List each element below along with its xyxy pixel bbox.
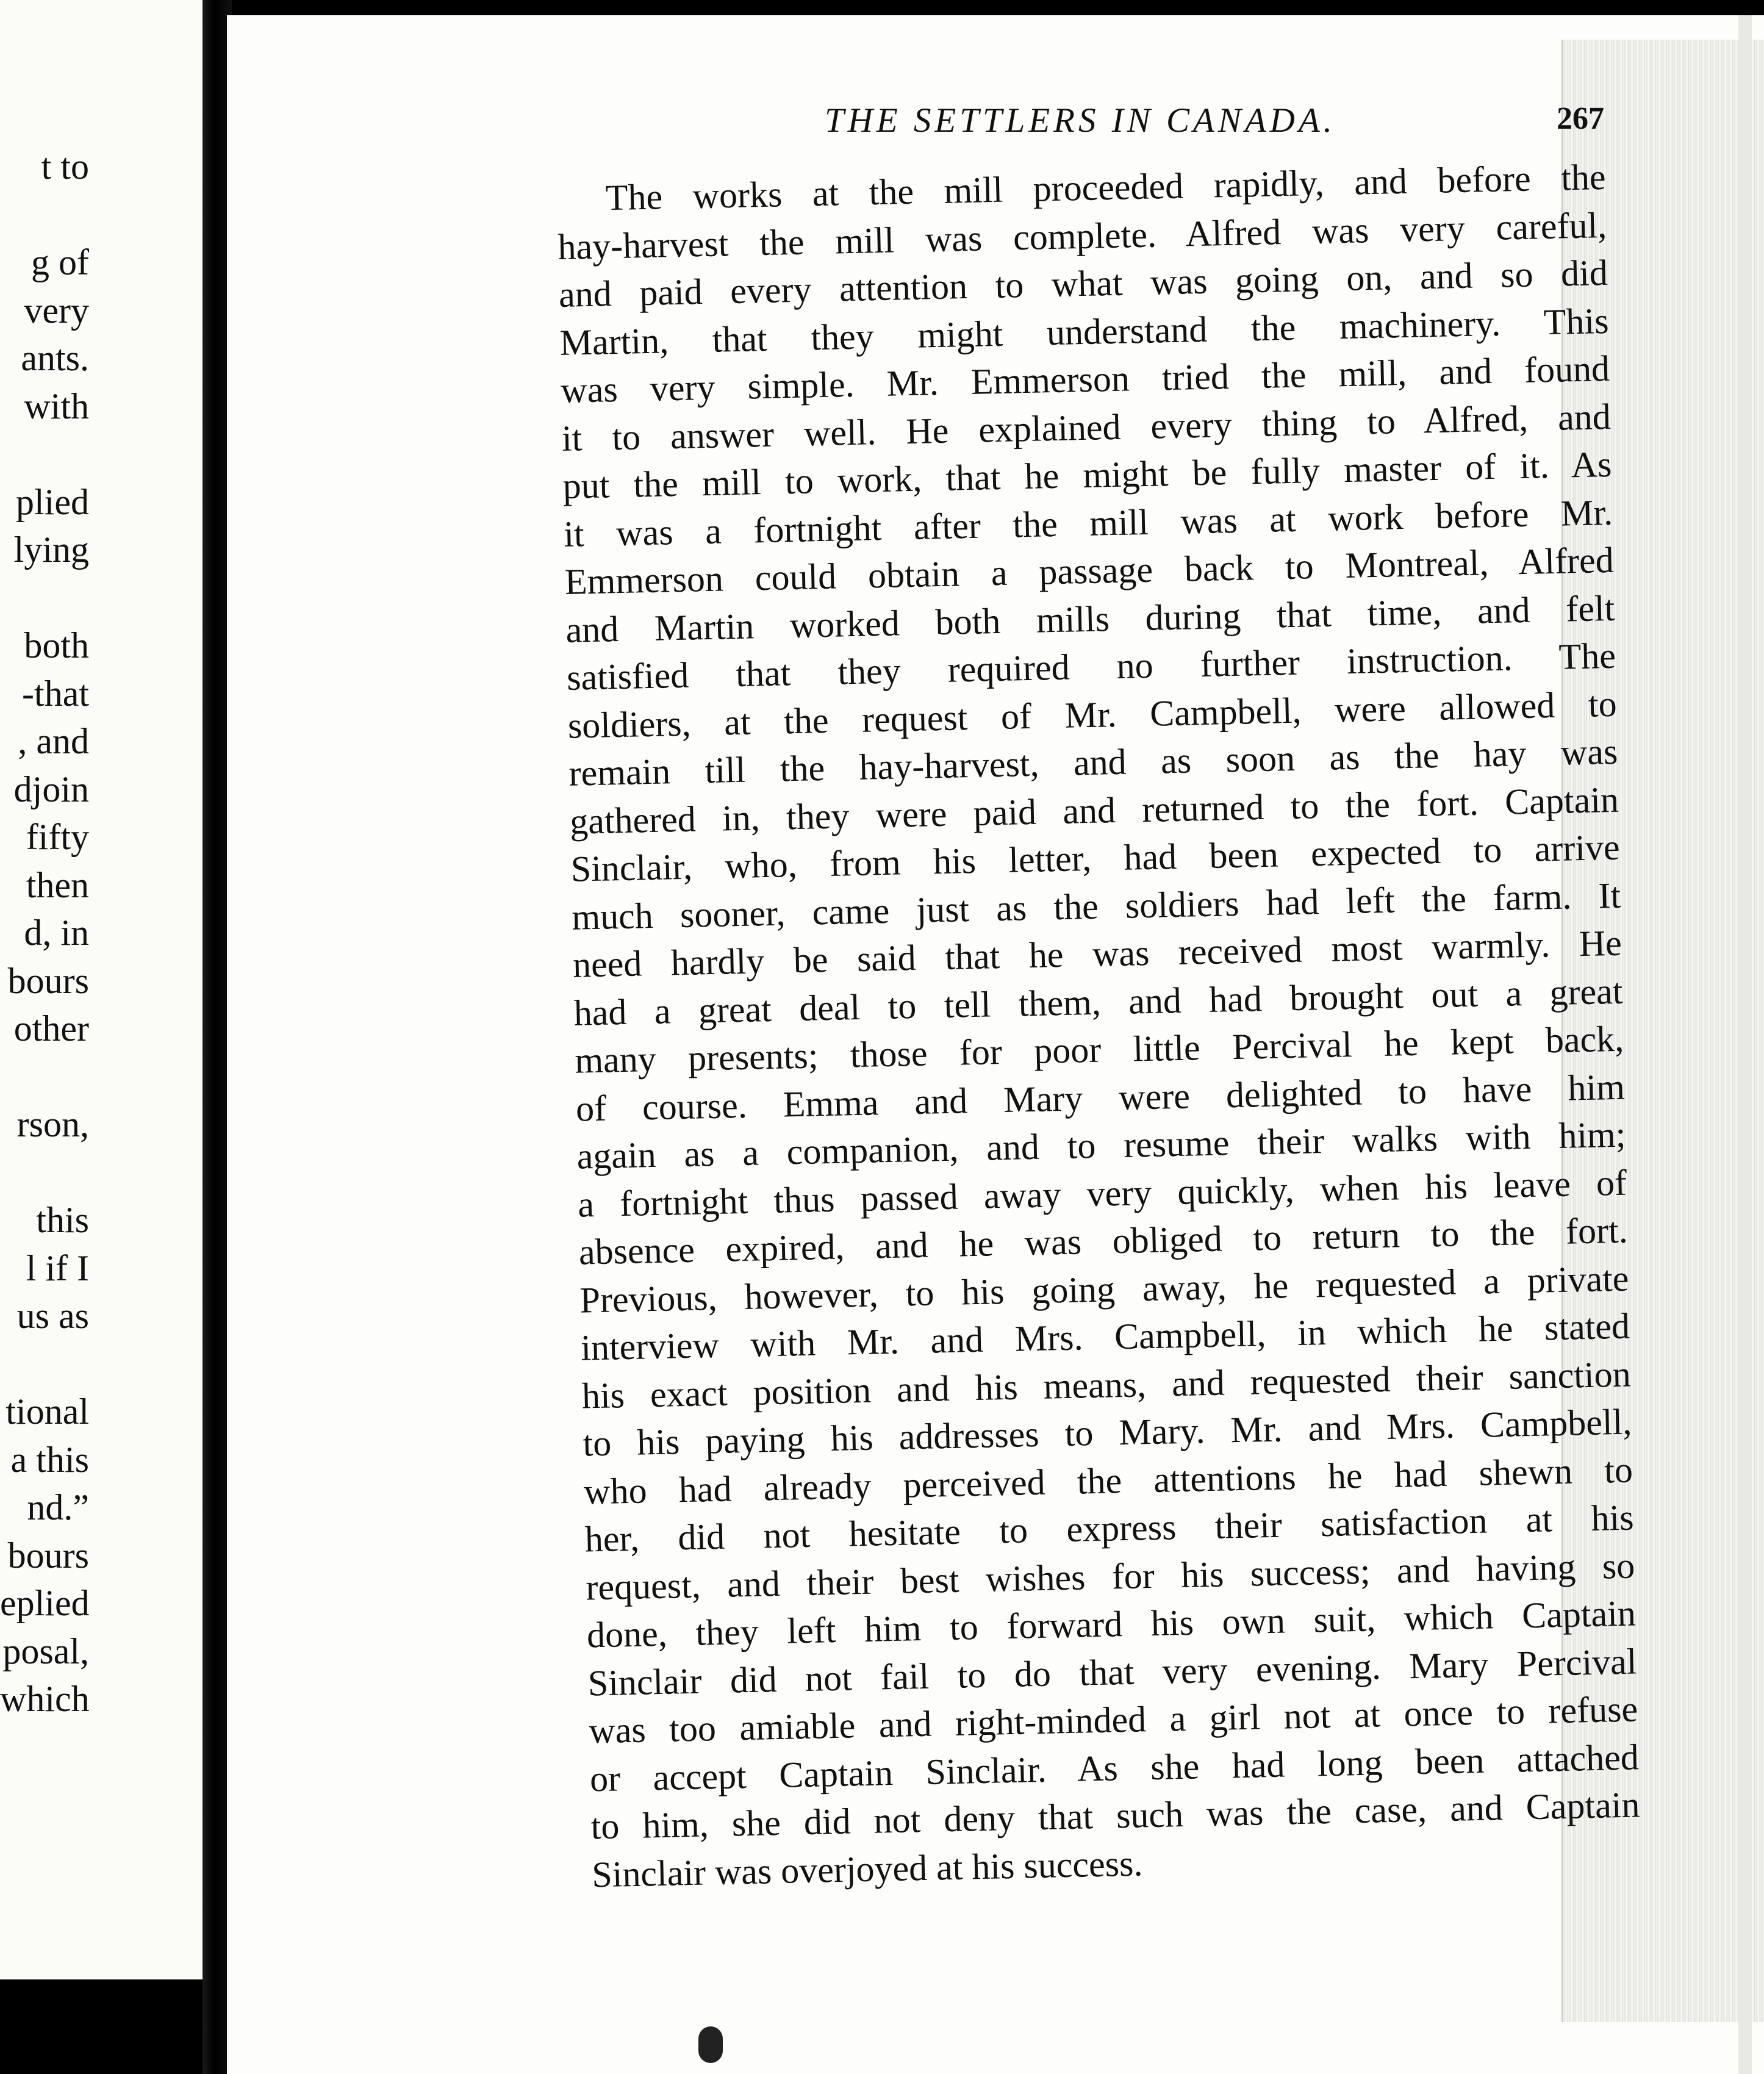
text-line: done, they left him to forward his own suit, which Captain <box>586 1593 1637 1656</box>
left-page-line: then <box>26 864 89 905</box>
left-page-line: nd.” <box>27 1487 89 1527</box>
left-page-line: fifty <box>26 817 89 857</box>
left-page-line: eplied <box>0 1583 90 1623</box>
text-line: many presents; those for poor little Percival he kept back, <box>574 1018 1624 1081</box>
left-page-line: plied <box>16 481 89 522</box>
left-page-line: with <box>24 386 89 426</box>
text-line: hay-harvest the mill was complete. Alfred was very careful, <box>557 204 1607 267</box>
text-line: absence expired, and he was obliged to return to the fort. <box>578 1210 1629 1272</box>
text-line: Emmerson could obtain a passage back to Montreal, Alfred <box>564 539 1615 602</box>
text-line: her, did not hesitate to express their satisfaction at his <box>584 1497 1635 1560</box>
text-line: need hardly be said that he was received most warmly. He <box>572 922 1622 985</box>
page-number: 267 <box>1557 101 1604 136</box>
text-line: to him, she did not deny that such was the case, and Captain <box>590 1784 1641 1847</box>
text-line: much sooner, came just as the soldiers had left the farm. It <box>571 875 1621 938</box>
text-line: Sinclair, who, from his letter, had been expected to arrive <box>570 827 1621 889</box>
left-page-line: ants. <box>21 338 89 378</box>
left-page-line: this <box>36 1200 89 1240</box>
text-line: Martin, that they might understand the machinery. This <box>559 300 1610 363</box>
left-page-line: which <box>0 1679 90 1719</box>
left-page-fragment <box>0 0 203 1979</box>
scan-smudge <box>698 2026 723 2063</box>
text-line: was very simple. Mr. Emmerson tried the mill, and found <box>560 348 1610 411</box>
text-line: who had already perceived the attentions he had shewn to <box>583 1449 1633 1512</box>
left-page-line: other <box>13 1008 89 1049</box>
text-line: and Martin worked both mills during that time, and felt <box>565 587 1615 650</box>
left-page-line: rson, <box>16 1104 89 1144</box>
text-line: interview with Mr. and Mrs. Campbell, in which he stated <box>580 1305 1630 1368</box>
body-text <box>556 153 1641 1898</box>
text-line: of course. Emma and Mary were delighted to have him <box>575 1066 1626 1129</box>
page-edge-highlight <box>1738 15 1752 2074</box>
text-line: or accept Captain Sinclair. As she had long been attached <box>589 1736 1640 1799</box>
text-line: request, and their best wishes for his success; and having so <box>585 1545 1635 1607</box>
page-header <box>581 101 1618 156</box>
left-page-line: , and <box>18 721 89 761</box>
text-line: satisfied that they required no further instruction. The <box>566 635 1616 698</box>
text-line: put the mill to work, that he might be fully master of it. As <box>562 443 1612 506</box>
text-line: soldiers, at the request of Mr. Campbell, were allowed to <box>567 683 1618 746</box>
left-page-line: bours <box>7 1535 89 1576</box>
text-line: his exact position and his means, and requested their sanction <box>581 1354 1632 1416</box>
left-page-line: d, in <box>24 913 89 953</box>
text-line: The works at the mill proceeded rapidly, and before the <box>605 156 1607 218</box>
text-line: to his paying his addresses to Mary. Mr. and Mrs. Campbell, <box>582 1401 1632 1464</box>
left-page-line: posal, <box>2 1631 89 1671</box>
right-page <box>227 15 1764 2074</box>
left-page-line: -that <box>22 673 89 714</box>
left-page-line: a this <box>10 1439 89 1480</box>
left-page-line: djoin <box>13 769 89 809</box>
text-line: Previous, however, to his going away, he requested a private <box>579 1258 1629 1321</box>
text-line: remain till the hay-harvest, and as soon as the hay was <box>568 731 1618 794</box>
left-page-line: t to <box>41 146 89 187</box>
text-line: was too amiable and right-minded a girl not at once to refuse <box>588 1688 1638 1751</box>
left-page-line: tional <box>5 1391 89 1432</box>
left-page-line: bours <box>7 960 89 1001</box>
text-line: and paid every attention to what was going on, and so did <box>558 252 1608 315</box>
left-page-line: us as <box>16 1296 89 1336</box>
text-line: again as a companion, and to resume their walks with him; <box>576 1114 1627 1177</box>
text-line: a fortnight thus passed away very quickly, when his leave of <box>577 1162 1627 1225</box>
left-page-line: both <box>24 625 89 666</box>
left-page-line: lying <box>13 529 89 570</box>
text-line: Sinclair was overjoyed at his success. <box>591 1842 1143 1895</box>
text-line: it to answer well. He explained every thing to Alfred, and <box>561 396 1612 459</box>
text-line: it was a fortnight after the mill was at work before Mr. <box>563 492 1613 554</box>
text-line: had a great deal to tell them, and had brought out a great <box>573 971 1624 1033</box>
text-line: Sinclair did not fail to do that very evening. Mary Percival <box>587 1640 1638 1703</box>
left-page-line: g of <box>31 242 89 282</box>
left-page-line: very <box>24 290 89 331</box>
text-line: gathered in, they were paid and returned to the fort. Captain <box>569 779 1619 842</box>
running-title: THE SETTLERS IN CANADA. <box>825 101 1336 140</box>
left-page-line: l if I <box>26 1247 89 1288</box>
